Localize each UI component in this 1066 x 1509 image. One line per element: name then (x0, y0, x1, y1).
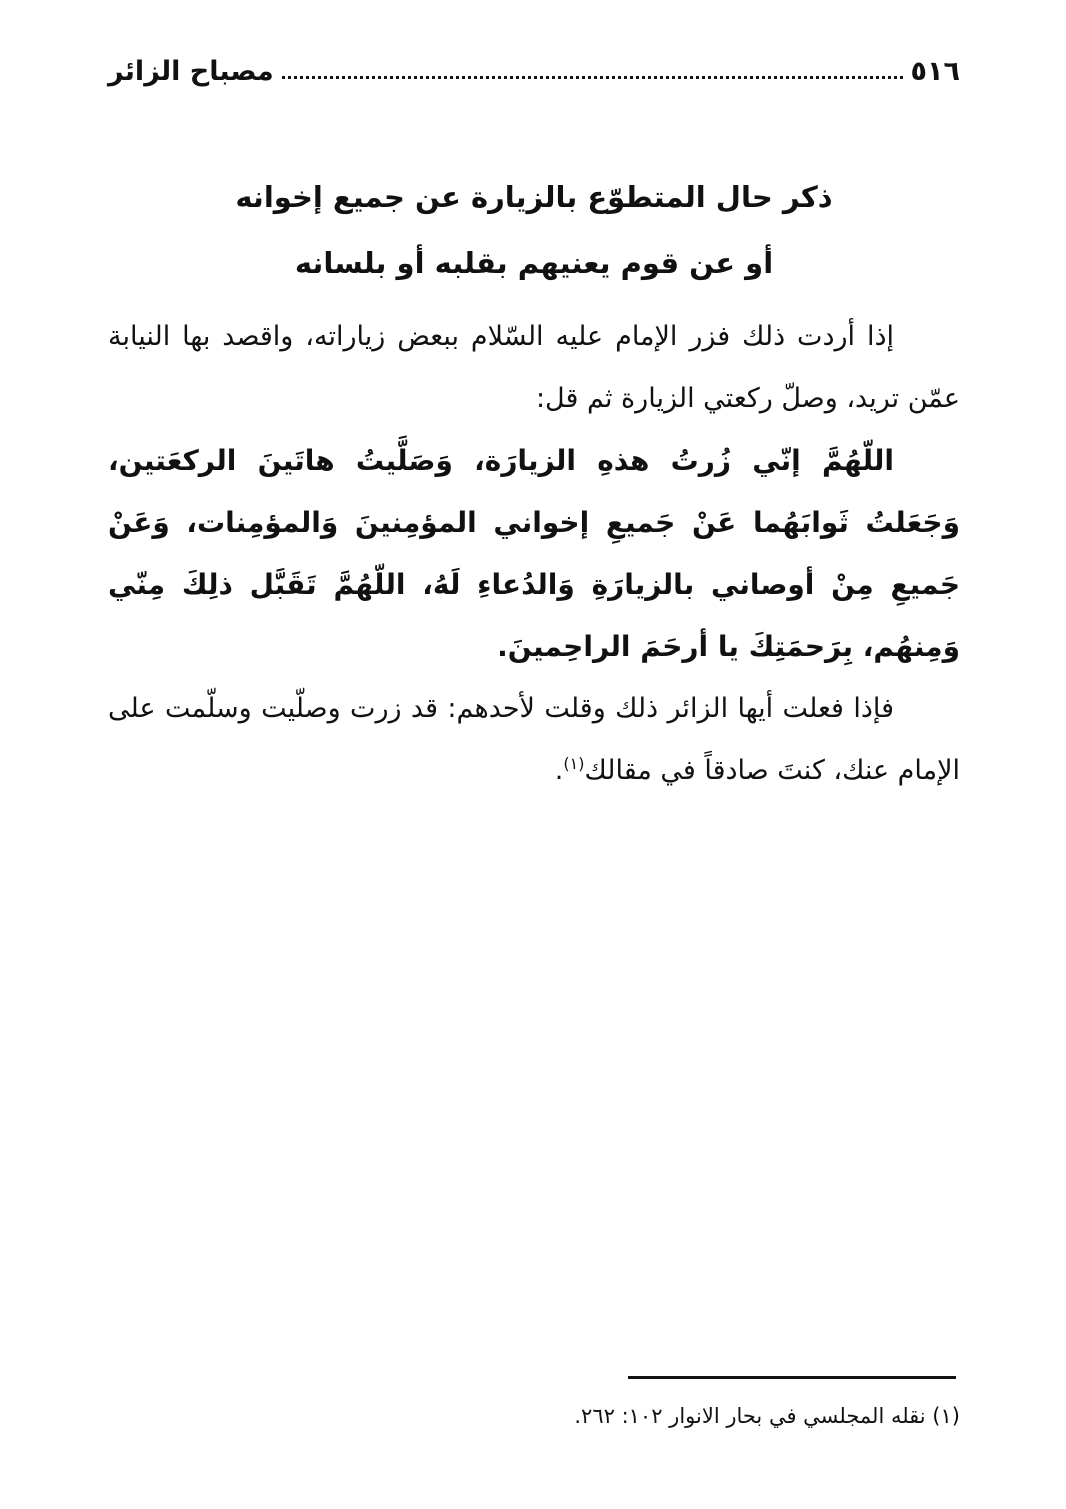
page-number: ٥١٦ (910, 55, 960, 87)
footnote: (١) نقله المجلسي في بحار الانوار ١٠٢: ٢٦٢. (574, 1404, 960, 1428)
closing-paragraph (108, 678, 960, 802)
running-header (108, 48, 960, 94)
footnote-reference: (١) (563, 754, 585, 773)
book-title: مصباح الزائر (108, 55, 274, 87)
body-text (108, 306, 960, 802)
closing-paragraph-end: . (554, 755, 564, 786)
supplication-paragraph: اللّهُمَّ إنّي زُرتُ هذهِ الزيارَة، وَصَلَّيتُ هاتَينَ الركعَتين، وَجَعَلتُ ثَوابَهُما عَنْ جَميعِ إخواني المؤمِنينَ وَالمؤمِنات، وَعَنْ جَميعِ مِنْ أوصاني بالزيارَةِ وَالدُعاءِ لَهُ، اللّهُمَّ تَقَبَّل ذلِكَ مِنّي وَمِنهُم، بِرَحمَتِكَ يا أرحَمَ الراحِمينَ. (108, 444, 960, 663)
section-heading-line-1: ذكر حال المتطوّع بالزيارة عن جميع إخوانه (235, 180, 833, 214)
dot-leader (282, 76, 903, 79)
section-heading-line-2: أو عن قوم يعنيهم بقلبه أو بلسانه (294, 246, 774, 280)
intro-paragraph: إذا أردت ذلك فزر الإمام عليه السّلام ببعض زياراته، واقصد بها النيابة عمّن تريد، وصلّ ركعتي الزيارة ثم قل: (108, 321, 960, 414)
footnote-divider (628, 1376, 956, 1379)
closing-paragraph-text: فإذا فعلت أيها الزائر ذلك وقلت لأحدهم: قد زرت وصلّيت وسلّمت على الإمام عنك، كنتَ صادقاً في مقالك (108, 693, 960, 786)
